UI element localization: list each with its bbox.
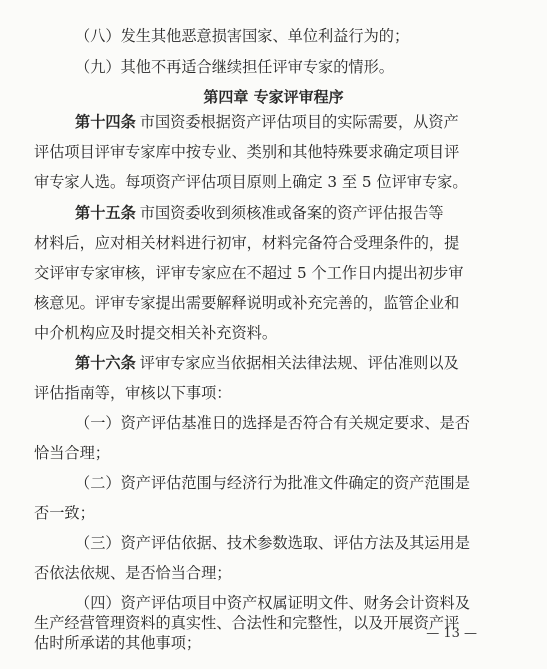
chapter-title: 第四章 专家评审程序 — [203, 88, 344, 106]
sub-item-2-line-1: （二）资产评估范围与经济行为批准文件确定的资产范围是 — [75, 474, 470, 492]
article-15-text-1: 市国资委收到须核准或备案的资产评估报告等 — [139, 204, 444, 222]
article-16-line-2: 评估指南等，审核以下事项： — [34, 384, 232, 402]
article-15-line-2: 材料后，应对相关材料进行初审，材料完备符合受理条件的，提 — [34, 234, 460, 252]
article-14-line-2: 评估项目评审专家库中按专业、类别和其他特殊要求确定项目评 — [34, 143, 460, 161]
sub-item-3-line-1: （三）资产评估依据、技术参数选取、评估方法及其运用是 — [75, 534, 470, 552]
sub-item-4-line-2: 生产经营管理资料的真实性、合法性和完整性，以及开展资产评 — [34, 614, 460, 632]
article-15-label: 第十五条 — [75, 204, 136, 222]
article-15-line-1 — [0, 203, 444, 223]
sub-item-1-line-2: 恰当合理； — [34, 444, 110, 462]
sub-item-1-line-1: （一）资产评估基准日的选择是否符合有关规定要求、是否 — [75, 414, 470, 432]
article-14-label: 第十四条 — [75, 113, 136, 131]
article-15-line-3: 交评审专家审核，评审专家应在不超过 5 个工作日内提出初步审 — [34, 264, 464, 282]
article-15-line-4: 核意见。评审专家提出需要解释说明或补充完善的，监管企业和 — [34, 294, 460, 312]
sub-item-4-line-3: 估时所承诺的其他事项； — [34, 634, 202, 652]
article-16-text-1: 评审专家应当依据相关法律法规、评估准则以及 — [139, 354, 459, 372]
sub-item-4-line-1: （四）资产评估项目中资产权属证明文件、财务会计资料及 — [75, 594, 470, 612]
article-14-line-1 — [0, 112, 459, 132]
article-16-line-1 — [0, 353, 459, 373]
page-number: — 13 — — [426, 626, 477, 641]
sub-item-3-line-2: 否依法依规、是否恰当合理； — [34, 564, 232, 582]
article-16-label: 第十六条 — [75, 354, 136, 372]
article-14-text-1: 市国资委根据资产评估项目的实际需要，从资产 — [139, 113, 459, 131]
article-15-line-5: 中介机构应及时提交相关补充资料。 — [34, 324, 277, 342]
sub-item-2-line-2: 否一致； — [34, 504, 95, 522]
item-9: （九）其他不再适合继续担任评审专家的情形。 — [75, 58, 394, 76]
article-14-line-3: 审专家人选。每项资产评估项目原则上确定 3 至 5 位评审专家。 — [34, 173, 468, 191]
item-8: （八）发生其他恶意损害国家、单位利益行为的； — [75, 27, 410, 45]
